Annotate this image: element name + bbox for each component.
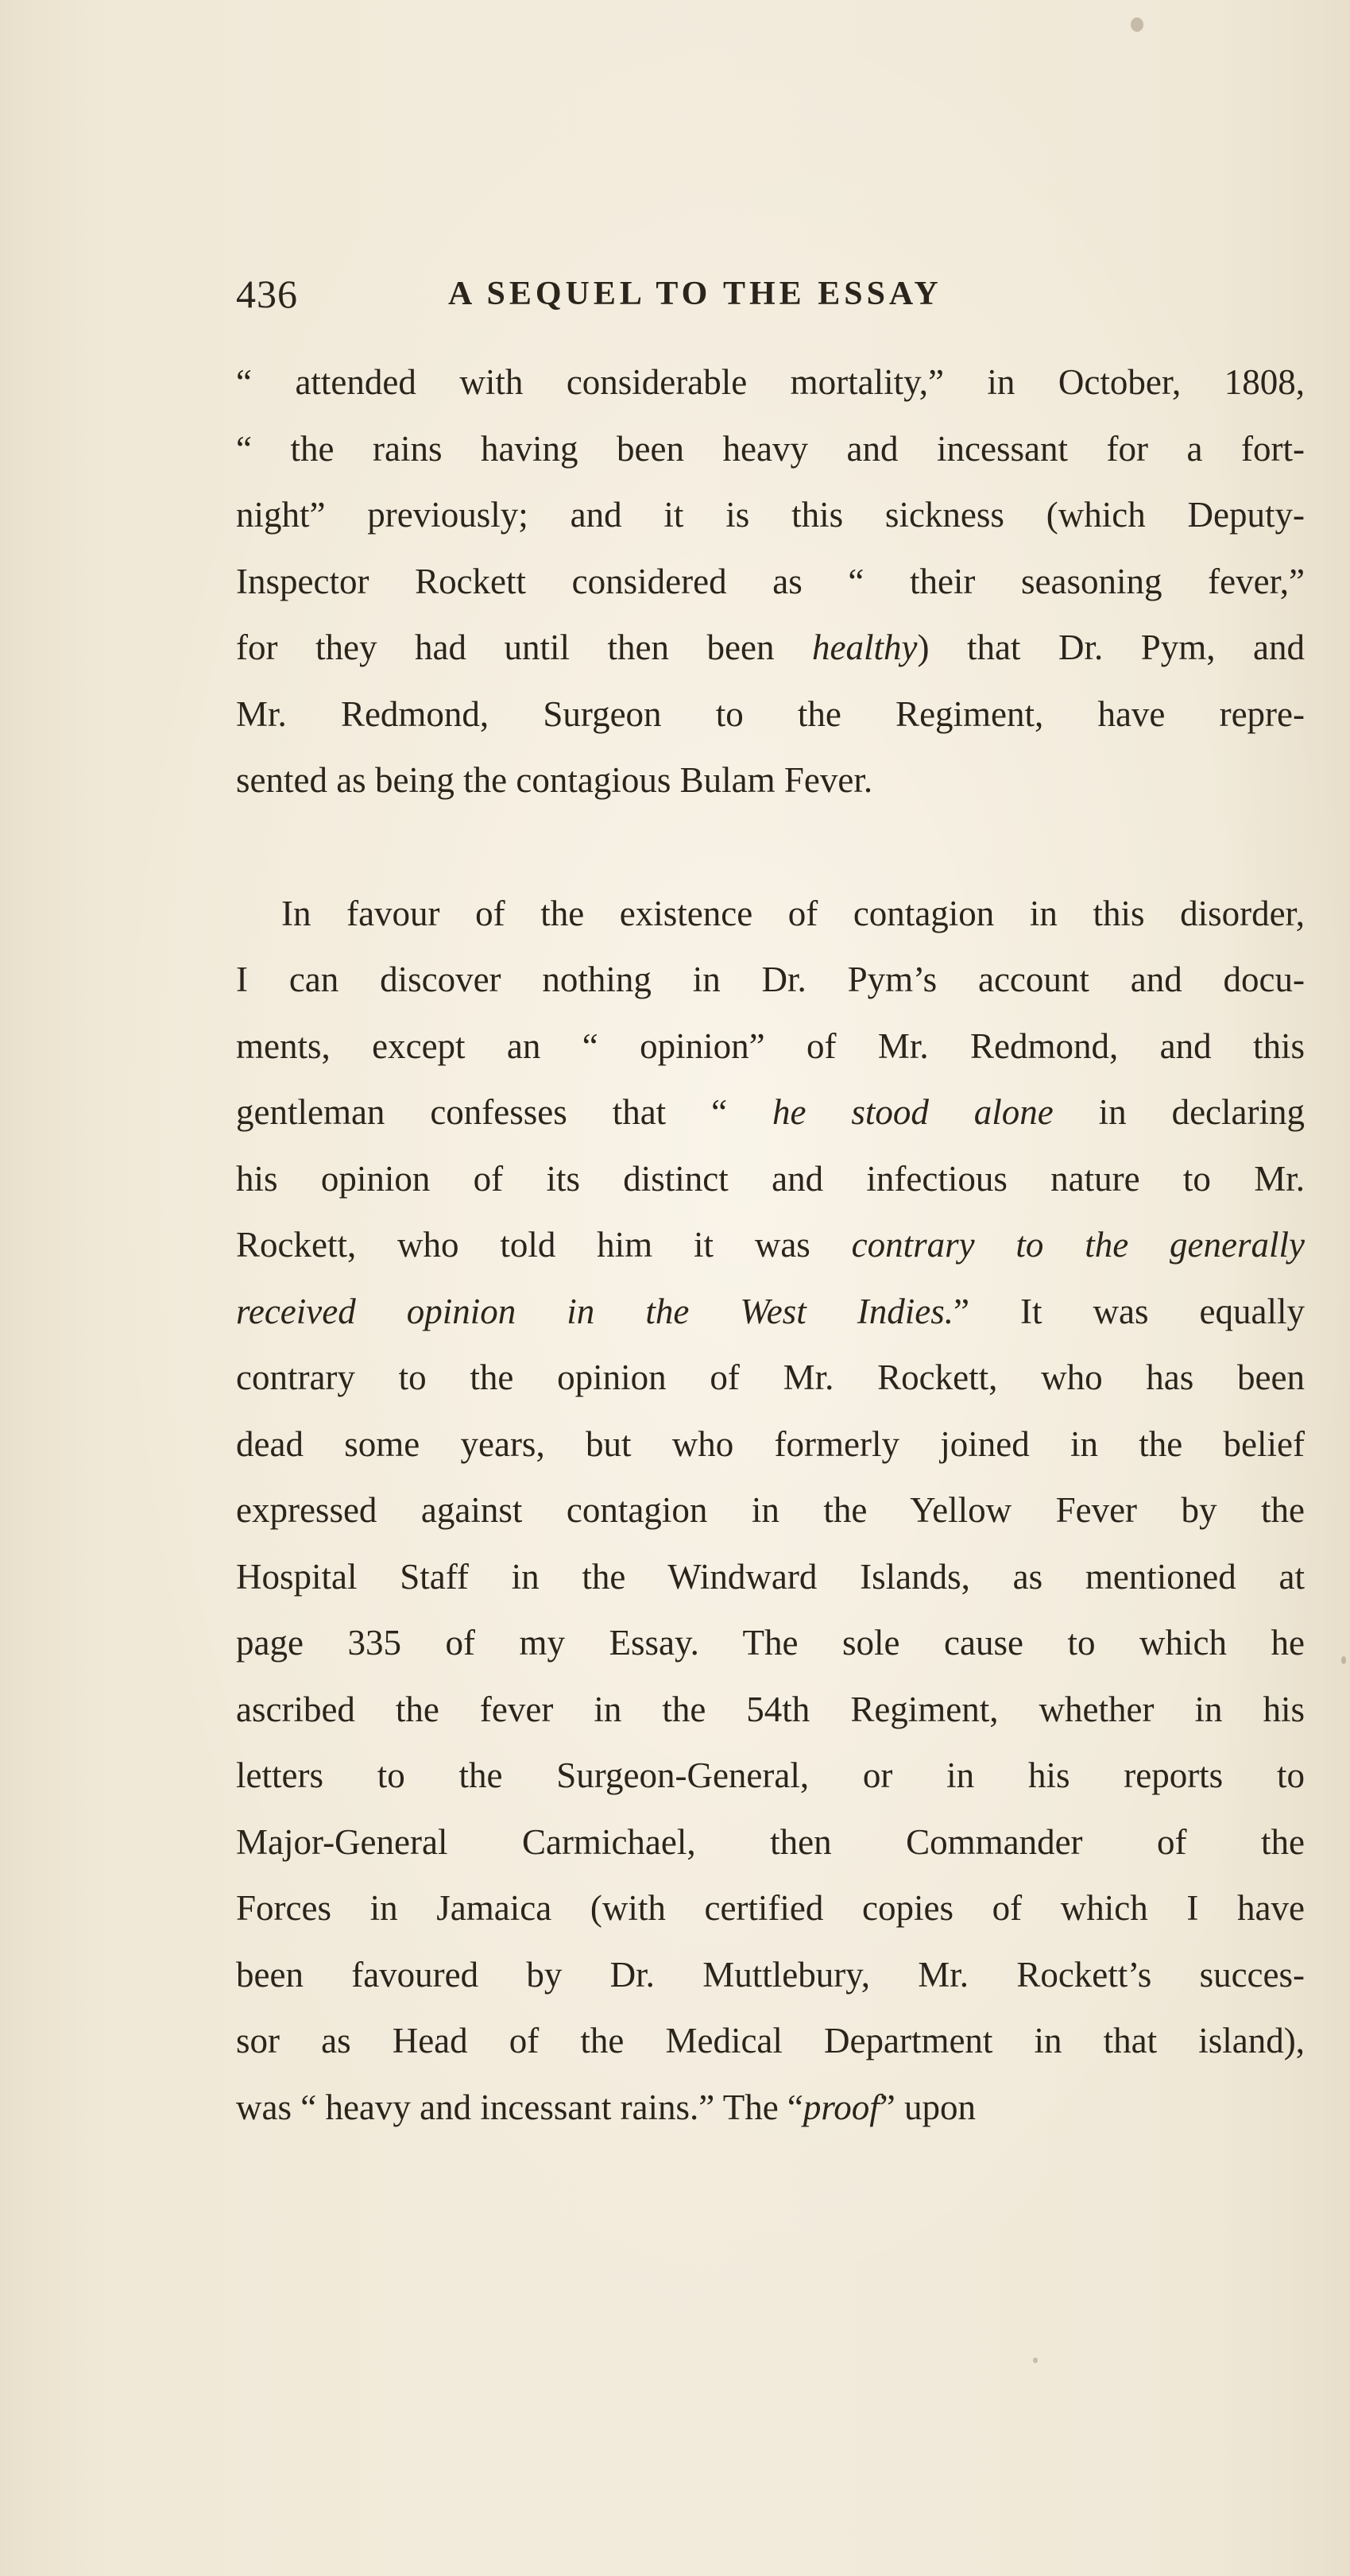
italic-text: contrary to the generally <box>851 1225 1305 1265</box>
text-segment: Forces in Jamaica (with certified copies of which I have <box>236 1888 1305 1928</box>
text-segment: sented as being the contagious Bulam Fever. <box>236 760 873 800</box>
text-line <box>236 1412 1305 1478</box>
text-line <box>236 1345 1305 1412</box>
text-segment: Inspector Rockett considered as “ their seasoning fever,” <box>236 561 1305 601</box>
body-text <box>236 350 1305 2141</box>
text-line <box>236 1014 1305 1080</box>
italic-text: he stood alone <box>772 1092 1054 1132</box>
text-line <box>236 1146 1305 1213</box>
text-line <box>236 1677 1305 1744</box>
text-line <box>236 416 1305 483</box>
text-segment: ” upon <box>879 2087 976 2127</box>
text-line <box>236 1544 1305 1611</box>
text-line <box>236 1610 1305 1677</box>
italic-text: healthy <box>811 628 918 667</box>
text-line <box>236 615 1305 682</box>
italic-text: proof <box>803 2087 880 2127</box>
paper-spot <box>1131 17 1143 32</box>
text-line <box>236 1279 1305 1346</box>
text-segment: Hospital Staff in the Windward Islands, as mentioned at <box>236 1556 1305 1597</box>
text-line <box>236 1477 1305 1544</box>
running-head: A SEQUEL TO THE ESSAY <box>448 276 942 312</box>
text-segment: “ attended with considerable mortality,” in October, 1808, <box>236 362 1305 402</box>
text-segment: night” previously; and it is this sickness (which Deputy- <box>236 495 1305 535</box>
text-segment: page 335 of my Essay. The sole cause to which he <box>236 1623 1305 1663</box>
text-line <box>236 482 1305 549</box>
text-line <box>236 2075 1305 2142</box>
text-segment: sor as Head of the Medical Department in that island), <box>236 2021 1305 2060</box>
text-segment: for they had until then been <box>236 628 812 667</box>
italic-text: received opinion in the West Indies. <box>236 1291 954 1331</box>
text-line <box>236 1875 1305 1942</box>
text-segment: ascribed the fever in the 54th Regiment, whether in his <box>236 1689 1305 1729</box>
text-line <box>236 1079 1305 1146</box>
text-segment: dead some years, but who formerly joined in the belief <box>236 1423 1305 1464</box>
text-segment: been favoured by Dr. Muttlebury, Mr. Rockett’s succes- <box>236 1954 1305 1995</box>
text-line <box>236 747 1305 814</box>
paragraph <box>236 350 1305 814</box>
text-segment: “ the rains having been heavy and incessant for a fort- <box>236 428 1305 469</box>
page-header <box>236 262 1070 326</box>
paragraph <box>236 881 1305 2142</box>
text-segment: Mr. Redmond, Surgeon to the Regiment, have repre- <box>236 693 1305 734</box>
text-line <box>236 1212 1305 1279</box>
text-line <box>236 1743 1305 1809</box>
text-segment: Rockett, who told him it was <box>236 1225 852 1265</box>
page-number: 436 <box>236 272 298 316</box>
text-segment: expressed against contagion in the Yellow Fever by the <box>236 1490 1305 1530</box>
text-segment: letters to the Surgeon-General, or in his reports to <box>236 1755 1305 1795</box>
text-line <box>236 1809 1305 1876</box>
text-segment: ) that Dr. Pym, and <box>917 628 1305 667</box>
text-segment: was “ heavy and incessant rains.” The “ <box>236 2087 803 2127</box>
text-line <box>236 350 1305 416</box>
text-segment: I can discover nothing in Dr. Pym’s account and docu- <box>236 960 1305 999</box>
text-segment: contrary to the opinion of Mr. Rockett, who has been <box>236 1358 1305 1397</box>
text-segment: in declaring <box>1053 1092 1305 1132</box>
text-segment: In favour of the existence of contagion in this disorder, <box>281 893 1305 933</box>
text-segment: ments, except an “ opinion” of Mr. Redmond, and this <box>236 1025 1305 1066</box>
text-line <box>236 1942 1305 2009</box>
text-line <box>236 549 1305 616</box>
paper-spot <box>1341 1656 1346 1664</box>
text-segment: ” It was equally <box>953 1291 1305 1331</box>
text-line <box>236 881 1305 948</box>
paper-spot <box>1033 2358 1038 2363</box>
text-line <box>236 682 1305 748</box>
text-line <box>236 947 1305 1014</box>
text-segment: Major-General Carmichael, then Commander of the <box>236 1821 1305 1862</box>
text-line <box>236 2008 1305 2075</box>
text-segment: his opinion of its distinct and infectious nature to Mr. <box>236 1158 1305 1199</box>
text-segment: gentleman confesses that “ <box>236 1092 772 1132</box>
